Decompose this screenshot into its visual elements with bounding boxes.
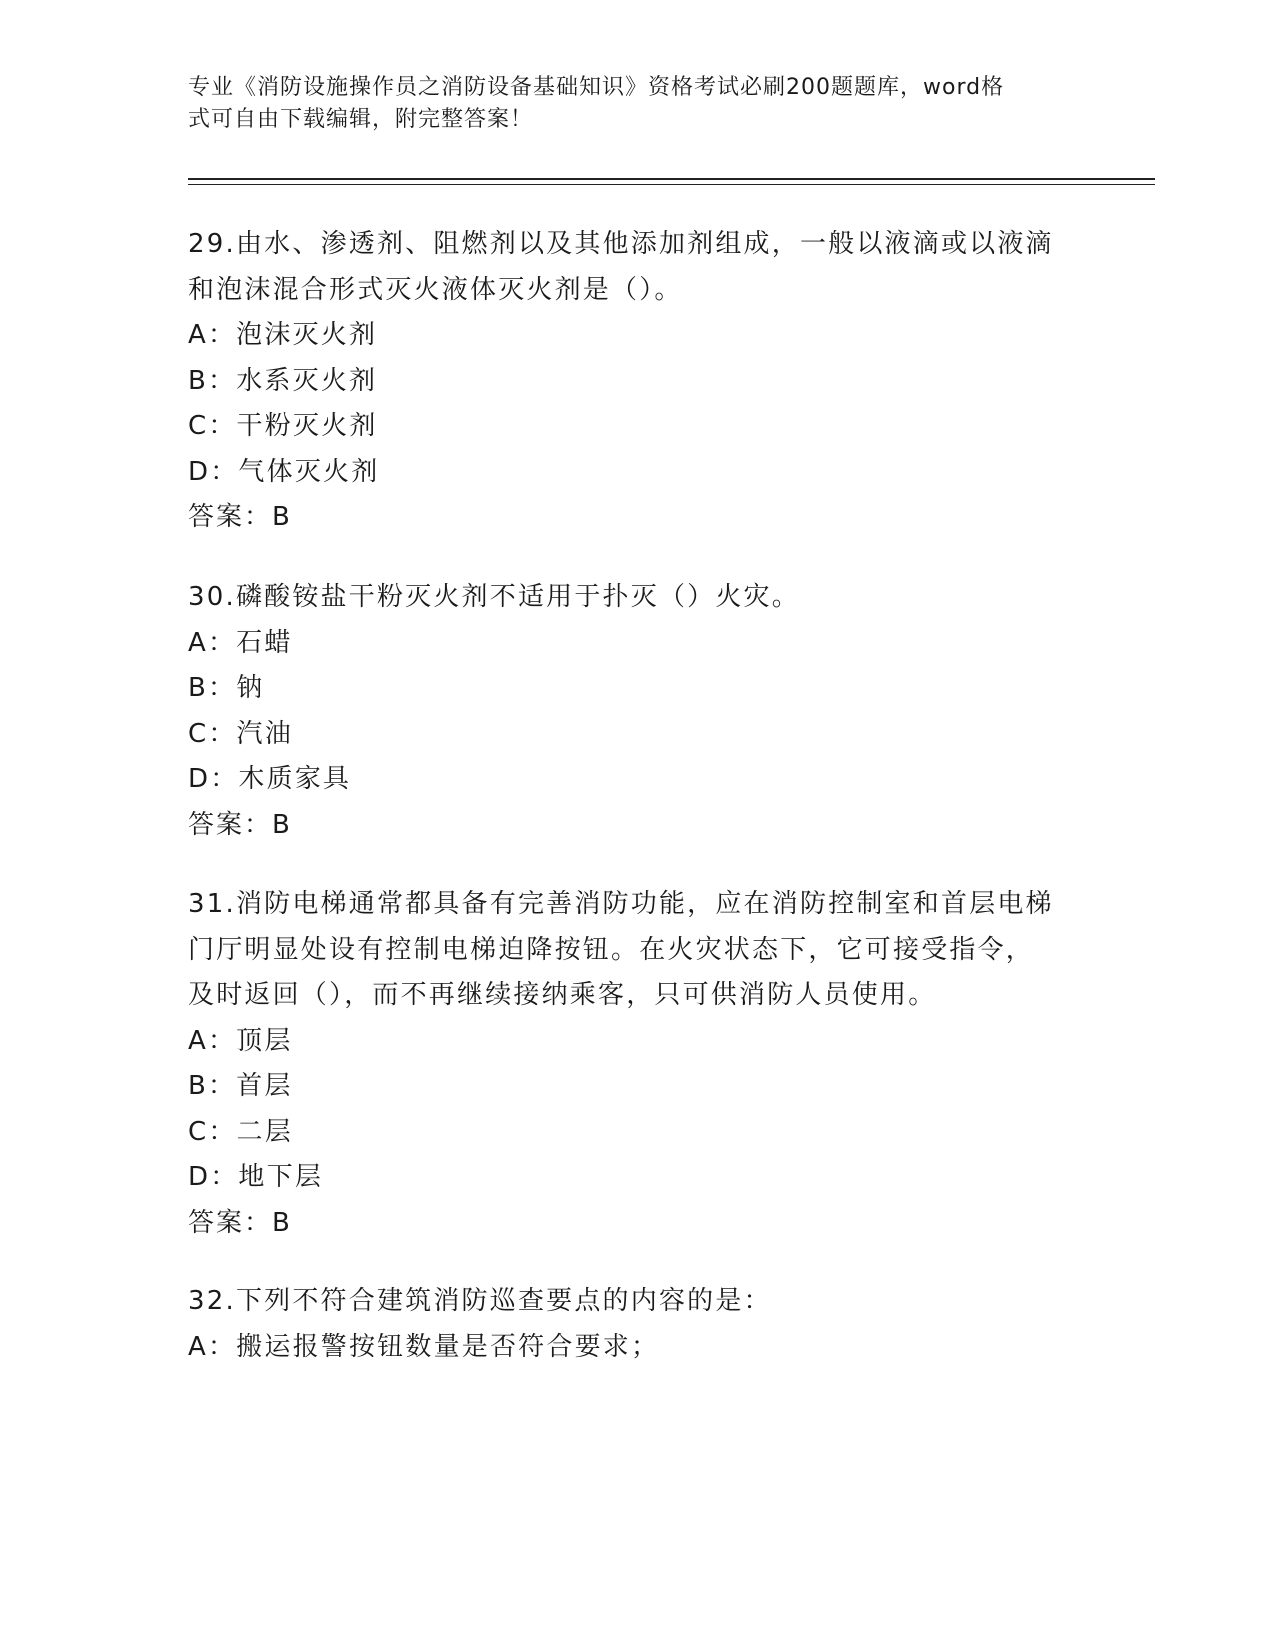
- option-d: D：气体灭火剂: [188, 456, 380, 487]
- option-a: A：石蜡: [188, 627, 293, 658]
- question-stem-line: 门厅明显处设有控制电梯迫降按钮。在火灾状态下，它可接受指令，: [188, 934, 1035, 965]
- question-31: [188, 882, 1088, 1246]
- question-29: [188, 222, 1088, 541]
- question-stem-line: 30.磷酸铵盐干粉灭火剂不适用于扑灭（）火灾。: [188, 582, 800, 612]
- header-line-1: 专业《消防设施操作员之消防设备基础知识》资格考试必刷200题题库，word格: [188, 75, 1005, 100]
- answer-line: [188, 803, 1088, 849]
- header-divider-thin: [188, 184, 1155, 185]
- answer-line: [188, 1201, 1088, 1247]
- option-a: A：搬运报警按钮数量是否符合要求；: [188, 1331, 660, 1362]
- option-b: B：首层: [188, 1071, 293, 1101]
- answer-label: 答案：: [188, 809, 273, 840]
- question-stem-line: 31.消防电梯通常都具备有完善消防功能，应在消防控制室和首层电梯: [188, 889, 1054, 919]
- option-a: A：泡沫灭火剂: [188, 320, 378, 350]
- answer-line: [188, 495, 1088, 541]
- question-stem-line: 和泡沫混合形式灭火液体灭火剂是（）。: [188, 274, 683, 305]
- question-stem-line: 32.下列不符合建筑消防巡查要点的内容的是：: [188, 1286, 772, 1316]
- question-stem-line: 29.由水、渗透剂、阻燃剂以及其他添加剂组成，一般以液滴或以液滴: [188, 229, 1054, 259]
- answer-label: 答案：: [188, 502, 273, 532]
- option-d: D：地下层: [188, 1162, 324, 1192]
- question-32: [188, 1279, 1088, 1370]
- answer-label: 答案：: [188, 1207, 273, 1238]
- header-line-2: 式可自由下载编辑，附完整答案！: [188, 107, 534, 132]
- option-b: B：水系灭火剂: [188, 365, 378, 396]
- answer-value: B: [272, 502, 291, 532]
- document-header: [188, 72, 1068, 136]
- option-c: C：干粉灭火剂: [188, 411, 378, 441]
- header-divider-thick: [188, 178, 1155, 180]
- option-c: C：汽油: [188, 718, 293, 749]
- answer-value: B: [272, 809, 291, 840]
- option-b: B：钠: [188, 673, 265, 703]
- question-stem-line: 及时返回（），而不再继续接纳乘客，只可供消防人员使用。: [188, 980, 937, 1010]
- option-c: C：二层: [188, 1116, 293, 1147]
- option-a: A：顶层: [188, 1025, 293, 1056]
- option-d: D：木质家具: [188, 764, 352, 794]
- question-30: [188, 575, 1088, 848]
- answer-value: B: [272, 1207, 291, 1238]
